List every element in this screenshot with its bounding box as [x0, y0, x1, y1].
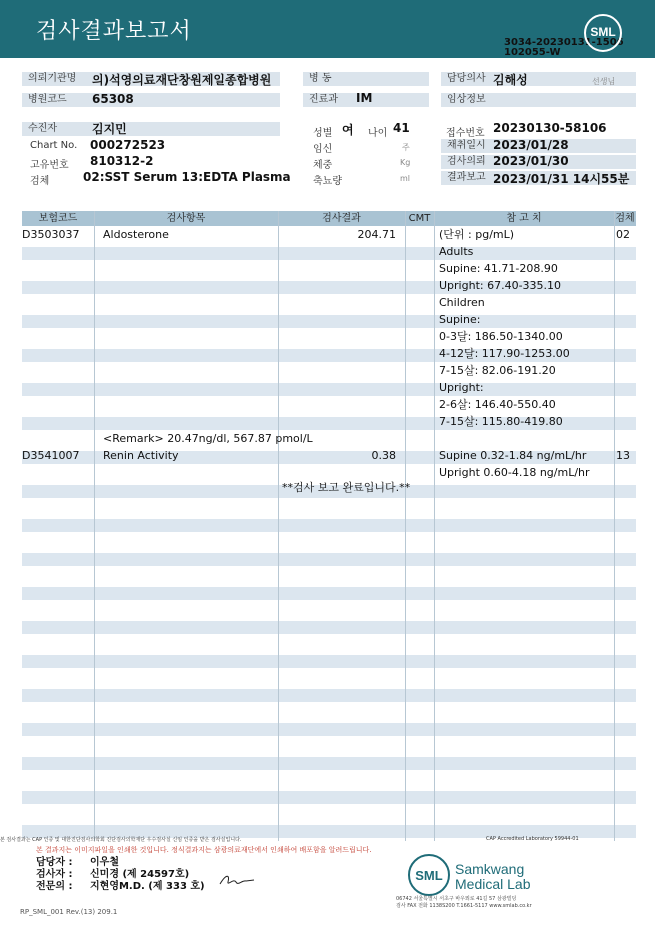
signature-icon [218, 872, 258, 888]
row-band [22, 383, 636, 396]
ward-label: 병 동 [303, 72, 429, 86]
row-band [22, 723, 636, 736]
cell-ref: Upright: 67.40-335.10 [439, 279, 562, 292]
column-divider [405, 211, 406, 841]
samkwang-logo-icon [407, 853, 452, 898]
cell-result: 0.38 [371, 449, 396, 462]
lab-certification: CAP Accredited Laboratory 59944-01 [486, 836, 579, 842]
row-band [22, 791, 636, 804]
cell-ref: Supine: [439, 313, 481, 326]
cell-ref: 0-3달: 186.50-1340.00 [439, 330, 563, 343]
weight-label: 체중 [313, 160, 333, 171]
requested-value: 2023/01/30 [493, 154, 569, 168]
patient-label: 수진자 [22, 122, 280, 136]
th-code: 보험코드 [38, 213, 78, 224]
column-divider [434, 211, 435, 841]
th-item: 검사항목 [166, 213, 206, 224]
row-band [22, 315, 636, 328]
row-band [22, 621, 636, 634]
collected-value: 2023/01/28 [493, 138, 569, 152]
cell-ref: Children [439, 296, 485, 309]
cell-item: Aldosterone [103, 228, 169, 241]
th-reference: 참 고 치 [506, 213, 542, 224]
completion-text: **검사 보고 완료입니다.** [282, 481, 411, 494]
specialist-value: 지현영M.D. (제 333 호) [90, 881, 205, 892]
cell-ref: Adults [439, 245, 474, 258]
cell-code: D3503037 [22, 228, 80, 241]
specimen-value: 02:SST Serum 13:EDTA Plasma [83, 170, 291, 184]
staff-label: 담당자 : [36, 857, 73, 868]
lab-address: 06742 서울특별시 서초구 바우뫼로 41길 57 삼광빌딩 검사 FAX 전화 1138S200 T.1661-5117 www.smlab.co.kr [396, 896, 532, 909]
dept-value: IM [356, 91, 373, 105]
cell-ref: (단위 : pg/mL) [439, 228, 515, 241]
hospital-code-value: 65308 [92, 92, 134, 106]
age-value: 41 [393, 121, 410, 135]
cell-ref: Upright: [439, 381, 484, 394]
cell-item: <Remark> 20.47ng/dl, 567.87 pmol/L [103, 432, 313, 445]
report-header [0, 0, 655, 58]
urine-label: 축뇨량 [313, 176, 342, 187]
th-result: 검사결과 [322, 213, 361, 224]
row-band [22, 519, 636, 532]
row-band [22, 757, 636, 770]
unique-value: 810312-2 [90, 154, 154, 168]
doctor-value: 김해성 [493, 73, 528, 87]
receipt-label: 접수번호 [446, 128, 485, 139]
cell-ref: 4-12달: 117.90-1253.00 [439, 347, 570, 360]
sml-logo-icon: SML [584, 14, 622, 52]
tester-label: 검사자 : [36, 869, 73, 880]
requester-value: 의)석영의료재단창원제일종합병원 [92, 73, 272, 87]
weight-unit: Kg [400, 158, 411, 167]
row-band [22, 689, 636, 702]
specialist-label: 전문의 : [36, 881, 73, 892]
report-id: 3034-20230131-1506 102055-W [504, 37, 624, 58]
reported-label: 결과보고 [441, 171, 636, 185]
clinical-label: 임상정보 [441, 93, 636, 107]
staff-value: 이우철 [90, 857, 119, 868]
cell-ref: Supine 0.32-1.84 ng/mL/hr [439, 449, 587, 462]
chart-value: 000272523 [90, 138, 166, 152]
column-divider [94, 211, 95, 841]
svg-text:SML: SML [415, 868, 443, 883]
pregnancy-unit: 주 [402, 143, 410, 152]
cell-ref: Upright 0.60-4.18 ng/mL/hr [439, 466, 590, 479]
chart-label: Chart No. [30, 140, 78, 151]
dept-label: 진료과 [303, 93, 429, 107]
row-band [22, 587, 636, 600]
pregnancy-label: 임신 [313, 144, 333, 155]
unique-label: 고유번호 [30, 160, 69, 171]
cell-ref: Supine: 41.71-208.90 [439, 262, 558, 275]
th-cmt: CMT [408, 213, 431, 224]
column-divider [614, 211, 615, 841]
specimen-label: 검체 [30, 176, 50, 187]
urine-unit: ml [400, 174, 411, 183]
table-header [22, 211, 636, 226]
doctor-label: 담당의사 [441, 72, 636, 86]
tester-value: 신미경 (제 24597호) [90, 869, 190, 880]
row-band [22, 247, 636, 260]
collected-label: 채취일시 [441, 139, 636, 153]
page-title: 검사결과보고서 [36, 19, 192, 44]
row-band [22, 553, 636, 566]
column-divider [278, 211, 279, 841]
cell-ref: 2-6살: 146.40-550.40 [439, 398, 556, 411]
patient-value: 김지민 [92, 122, 127, 136]
cell-result: 204.71 [357, 228, 396, 241]
sex-value: 여 [342, 123, 354, 137]
cell-specimen: 13 [616, 449, 630, 462]
sex-label: 성별 [313, 128, 333, 139]
revision-text: RP_SML_001 Rev.(13) 209.1 [20, 908, 118, 916]
row-band [22, 655, 636, 668]
age-label: 나이 [368, 128, 388, 139]
reported-value: 2023/01/31 14시55분 [493, 172, 630, 186]
lab-name: Samkwang Medical Lab [455, 861, 531, 892]
requester-label: 의뢰기관명 [22, 72, 280, 86]
requested-label: 검사의뢰 [441, 155, 636, 169]
footer-red-note: 본 결과지는 이미지파일을 인쇄한 것입니다. 정식결과지는 삼광의료재단에서 인쇄하여 배포함을 알려드립니다. [36, 846, 372, 854]
hospital-code-label: 병원코드 [22, 93, 280, 107]
cell-item: Renin Activity [103, 449, 179, 462]
footer-note: 본 검사결과는 CAP 인증 및 대한진단검사의학회 진단검사의학재단 우수검사실 신임 인증을 받은 검사실입니다. [0, 837, 242, 843]
cell-ref: 7-15살: 115.80-419.80 [439, 415, 563, 428]
cell-code: D3541007 [22, 449, 80, 462]
th-specimen: 검체 [615, 213, 635, 224]
cell-specimen: 02 [616, 228, 630, 241]
cell-ref: 7-15살: 82.06-191.20 [439, 364, 556, 377]
doctor-suffix: 선생님 [592, 77, 616, 86]
receipt-value: 20230130-58106 [493, 121, 607, 135]
